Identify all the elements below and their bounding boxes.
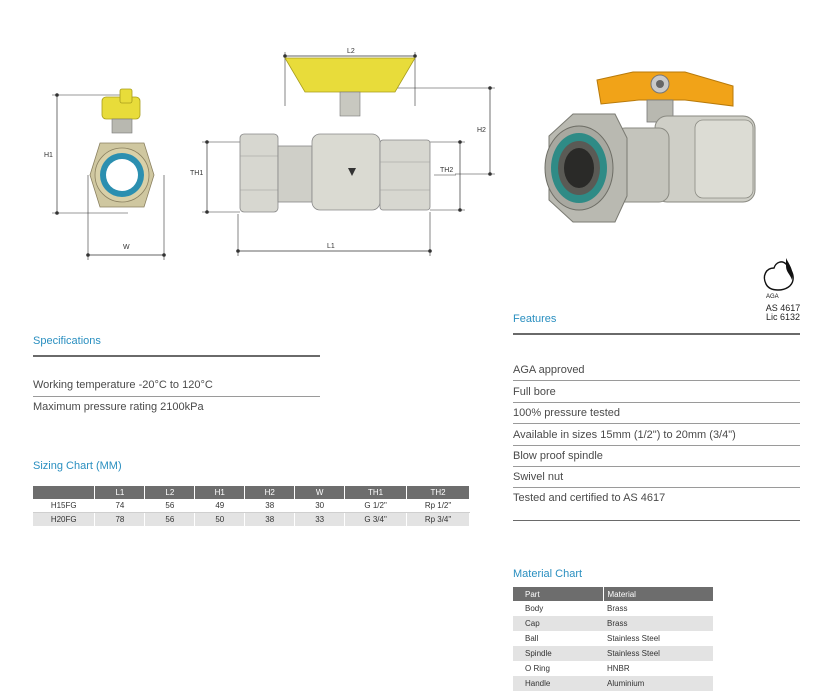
- sizing-header-row: [33, 486, 470, 499]
- dim-l2-label: L2: [347, 48, 355, 55]
- table-cell: Aluminium: [603, 676, 713, 691]
- feature-item: AGA approved: [513, 364, 585, 376]
- feature-item: Full bore: [513, 386, 556, 398]
- feature-item: Blow proof spindle: [513, 450, 603, 462]
- table-row: [513, 646, 713, 661]
- table-cell: 50: [195, 513, 245, 527]
- sizing-chart-table: [33, 486, 470, 526]
- table-cell: O Ring: [525, 664, 550, 673]
- table-cell: Brass: [603, 616, 713, 631]
- table-cell: 74: [95, 499, 145, 513]
- sizing-header-th1: TH1: [345, 486, 407, 499]
- sizing-header-w: W: [295, 486, 345, 499]
- table-row: [33, 513, 470, 527]
- table-cell: 56: [145, 513, 195, 527]
- specifications-rule: [33, 355, 320, 357]
- sizing-chart-title: Sizing Chart (MM): [33, 460, 122, 472]
- dim-th1-label: TH1: [190, 170, 204, 177]
- table-cell: Ball: [525, 634, 539, 643]
- table-row: [513, 661, 713, 676]
- material-chart-table: [513, 587, 713, 691]
- table-cell: H20FG: [33, 513, 95, 527]
- dim-l1-label: L1: [327, 243, 335, 250]
- table-cell: 38: [245, 499, 295, 513]
- certification-block: [763, 304, 803, 322]
- material-header-material: Material: [603, 587, 713, 601]
- spec-item-pressure: Maximum pressure rating 2100kPa: [33, 401, 204, 413]
- dim-h2-label: H2: [477, 127, 486, 134]
- table-cell: G 1/2": [345, 499, 407, 513]
- table-row: [33, 499, 470, 513]
- dim-w-label: W: [123, 244, 130, 251]
- side-view-drawing: [190, 44, 500, 259]
- sizing-header-th2: TH2: [407, 486, 470, 499]
- features-rule: [513, 333, 800, 335]
- aga-logo: [760, 254, 800, 300]
- feature-item: Tested and certified to AS 4617: [513, 492, 666, 504]
- table-cell: G 3/4": [345, 513, 407, 527]
- table-cell: HNBR: [607, 664, 630, 673]
- table-row: [513, 676, 713, 691]
- table-cell: Stainless Steel: [603, 646, 713, 661]
- feature-divider: [513, 402, 800, 403]
- feature-item: 100% pressure tested: [513, 407, 621, 419]
- features-title: Features: [513, 313, 557, 325]
- table-cell: Brass: [607, 604, 628, 613]
- feature-divider: [513, 445, 800, 446]
- table-cell: Body: [525, 604, 544, 613]
- table-cell: Spindle: [513, 646, 603, 661]
- table-cell: Cap: [513, 616, 603, 631]
- table-row: [513, 616, 713, 631]
- feature-divider: [513, 466, 800, 467]
- spec-item-temperature: Working temperature -20°C to 120°C: [33, 379, 213, 391]
- table-cell: H15FG: [33, 499, 95, 513]
- specifications-title: Specifications: [33, 335, 101, 347]
- material-header-row: [513, 587, 713, 601]
- feature-divider: [513, 520, 800, 521]
- sizing-header-model: [33, 486, 95, 499]
- feature-item: Swivel nut: [513, 471, 564, 483]
- table-cell: 78: [95, 513, 145, 527]
- table-cell: Rp 1/2": [407, 499, 470, 513]
- sizing-header-l1: L1: [95, 486, 145, 499]
- front-view-drawing: [40, 85, 180, 260]
- table-cell: 33: [295, 513, 345, 527]
- table-cell: 56: [145, 499, 195, 513]
- certification-standard: AS 4617: [765, 303, 801, 313]
- table-cell: 49: [195, 499, 245, 513]
- feature-divider: [513, 423, 800, 424]
- dim-th2-label: TH2: [440, 167, 454, 174]
- certification-licence: Lic 6132: [765, 312, 801, 322]
- table-cell: Stainless Steel: [607, 634, 660, 643]
- sizing-header-l2: L2: [145, 486, 195, 499]
- table-row: [513, 631, 713, 646]
- material-chart-title: Material Chart: [513, 568, 583, 580]
- table-cell: Rp 3/4": [407, 513, 470, 527]
- sizing-header-h2: H2: [245, 486, 295, 499]
- feature-divider: [513, 487, 800, 488]
- feature-item: Available in sizes 15mm (1/2") to 20mm (3/4"): [513, 429, 736, 441]
- product-photo: [535, 66, 765, 236]
- table-cell: 38: [245, 513, 295, 527]
- material-header-part: Part: [513, 587, 603, 601]
- dim-h1-label: H1: [44, 152, 53, 159]
- spec-divider: [33, 396, 320, 397]
- aga-mark-text: AGA: [766, 294, 779, 300]
- table-cell: 30: [295, 499, 345, 513]
- feature-divider: [513, 380, 800, 381]
- table-cell: Handle: [513, 676, 603, 691]
- sizing-header-h1: H1: [195, 486, 245, 499]
- table-row: [513, 601, 713, 616]
